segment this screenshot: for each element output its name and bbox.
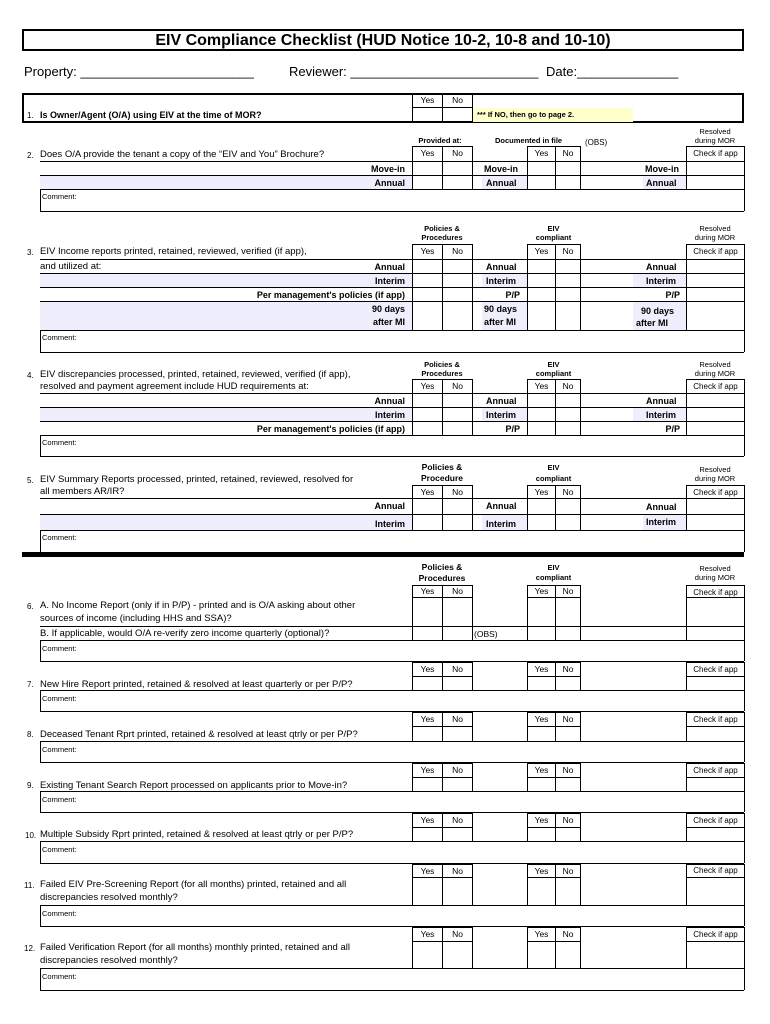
no-header: No [452, 815, 463, 825]
q6-text-2: sources of income (including HHS and SSA)? [40, 613, 232, 624]
property-field[interactable]: Property: ________________________ [24, 64, 254, 79]
resolved-header: Resolved [699, 360, 731, 369]
q3-text-2: and utilized at: [40, 261, 102, 272]
no-header: No [562, 765, 574, 775]
q1-no-cell[interactable] [443, 108, 472, 122]
resolved-header-2: during MOR [694, 474, 736, 483]
provided-at-header: Provided at: [418, 136, 462, 145]
obs-label: (OBS) [474, 629, 498, 639]
row-label-annual: Annual [646, 502, 677, 512]
resolved-header-2: during MOR [694, 233, 736, 242]
check-if-app-header: Check if app [693, 588, 738, 597]
no-header: No [562, 929, 574, 939]
yes-header: Yes [420, 95, 435, 105]
q1-text: Is Owner/Agent (O/A) using EIV at the time of MOR? [40, 110, 262, 120]
comment-field[interactable]: Comment: [42, 795, 77, 804]
compliant-header: compliant [535, 474, 572, 483]
resolved-header-2: during MOR [694, 369, 736, 378]
procedures-header: Procedures [421, 233, 463, 242]
page-title: EIV Compliance Checklist (HUD Notice 10-2, 10-8 and 10-10) [22, 29, 744, 51]
row-label-pp: P/P [665, 290, 680, 300]
q8-text: Deceased Tenant Rprt printed, retained & resolved at least qtrly or per P/P? [40, 729, 358, 740]
row-label-annual: Annual [486, 262, 517, 272]
yes-header: Yes [534, 815, 549, 825]
q12-text: Failed Verification Report (for all months) monthly printed, retained and all [40, 942, 350, 953]
yes-header: Yes [420, 866, 435, 876]
row-label-annual: Annual [486, 178, 517, 188]
row-label-policies: Per management's policies (if app) [256, 424, 405, 434]
no-header: No [452, 487, 463, 497]
comment-field[interactable]: Comment: [42, 745, 77, 754]
no-header: No [452, 381, 463, 391]
row-label-annual: Annual [646, 262, 677, 272]
q11-number: 11. [24, 881, 35, 890]
resolved-header: Resolved [699, 127, 731, 136]
row-label-interim: Interim [374, 519, 405, 529]
resolved-header-2: during MOR [694, 136, 736, 145]
row-label-pp: P/P [505, 424, 520, 434]
row-label-movein: Move-in [370, 164, 405, 174]
no-header: No [452, 765, 463, 775]
row-label-annual: Annual [486, 501, 517, 511]
page-divider [22, 552, 744, 557]
no-header: No [562, 381, 574, 391]
row-label-annual: Annual [374, 262, 405, 272]
q5-text: EIV Summary Reports processed, printed, retained, reviewed, resolved for [40, 474, 354, 485]
q9-number: 9. [27, 781, 34, 790]
eiv-header: EIV [547, 360, 560, 369]
check-if-app-header: Check if app [693, 715, 738, 724]
row-label-annual: Annual [646, 396, 677, 406]
yes-header: Yes [420, 586, 435, 596]
comment-field[interactable]: Comment: [42, 333, 77, 342]
q11-text: Failed EIV Pre-Screening Report (for all months) printed, retained and all [40, 879, 347, 890]
eiv-header: EIV [547, 224, 560, 233]
check-if-app-header: Check if app [693, 247, 738, 256]
no-header: No [562, 714, 574, 724]
procedure-header: Procedure [420, 473, 464, 483]
q8-number: 8. [27, 730, 34, 739]
q5-text-2: all members AR/IR? [40, 486, 125, 497]
row-label-interim: Interim [646, 517, 677, 527]
row-label-policies: Per management's policies (if app) [256, 290, 405, 300]
check-if-app-header: Check if app [693, 488, 738, 497]
yes-header: Yes [420, 714, 435, 724]
no-header: No [562, 586, 574, 596]
check-if-app-header: Check if app [693, 149, 738, 158]
yes-header: Yes [534, 929, 549, 939]
policies-header: Policies & [424, 360, 460, 369]
obs-label: (OBS) [585, 138, 608, 147]
policies-header: Policies & [421, 462, 463, 472]
row-label-interim: Interim [486, 519, 517, 529]
policies-header: Policies & [421, 562, 463, 572]
no-header: No [452, 95, 463, 105]
eiv-header: EIV [547, 563, 560, 572]
row-label-after-mi: after MI [372, 317, 405, 327]
q2-text: Does O/A provide the tenant a copy of the “EIV and You” Brochure? [40, 149, 325, 160]
row-label-90days: 90 days [641, 306, 675, 316]
comment-field[interactable]: Comment: [42, 438, 77, 447]
q7-text: New Hire Report printed, retained & resolved at least quarterly or per P/P? [40, 679, 353, 690]
row-label-pp: P/P [665, 424, 680, 434]
no-header: No [562, 148, 574, 158]
row-label-interim: Interim [374, 276, 405, 286]
row-label-annual: Annual [374, 501, 405, 511]
q6-text-3: B. If applicable, would O/A re-verify zero income quarterly (optional)? [40, 628, 330, 639]
no-header: No [452, 714, 463, 724]
yes-header: Yes [534, 664, 549, 674]
compliant-header: compliant [535, 573, 572, 582]
q1-note: *** If NO, then go to page 2. [477, 110, 575, 119]
row-label-interim: Interim [646, 410, 677, 420]
comment-field[interactable]: Comment: [42, 845, 77, 854]
row-label-movein: Move-in [645, 164, 680, 174]
row-label-annual: Annual [486, 396, 517, 406]
no-header: No [452, 148, 463, 158]
compliant-header: compliant [535, 369, 572, 378]
comment-field[interactable]: Comment: [42, 909, 77, 918]
row-label-interim: Interim [374, 410, 405, 420]
yes-header: Yes [534, 487, 549, 497]
no-header: No [452, 246, 463, 256]
q11-text-2: discrepancies resolved monthly? [40, 892, 178, 903]
yes-header: Yes [420, 246, 435, 256]
yes-header: Yes [420, 929, 435, 939]
yes-header: Yes [420, 381, 435, 391]
yes-header: Yes [420, 148, 435, 158]
yes-header: Yes [420, 487, 435, 497]
resolved-header-2: during MOR [694, 573, 736, 582]
q9-text: Existing Tenant Search Report processed on applicants prior to Move-in? [40, 780, 348, 791]
row-label-movein: Move-in [484, 164, 519, 174]
q2-number: 2. [27, 151, 34, 160]
row-label-interim: Interim [486, 410, 517, 420]
comment-field[interactable]: Comment: [42, 694, 77, 703]
check-if-app-header: Check if app [693, 766, 738, 775]
resolved-header: Resolved [699, 224, 731, 233]
no-header: No [562, 815, 574, 825]
procedures-header: Procedures [418, 573, 466, 583]
resolved-header: Resolved [699, 564, 731, 573]
yes-header: Yes [534, 148, 549, 158]
q4-text: EIV discrepancies processed, printed, retained, reviewed, verified (if app), [40, 369, 351, 380]
check-if-app-header: Check if app [693, 816, 738, 825]
q4-text-2: resolved and payment agreement include HUD requirements at: [40, 381, 309, 392]
row-label-annual: Annual [374, 396, 405, 406]
q5-number: 5. [27, 476, 34, 485]
q12-number: 12. [24, 944, 36, 953]
yes-header: Yes [534, 765, 549, 775]
procedures-header: Procedures [421, 369, 463, 378]
comment-field[interactable]: Comment: [42, 192, 77, 201]
q1-number: 1. [27, 111, 34, 120]
q10-number: 10. [25, 831, 37, 840]
yes-header: Yes [534, 586, 549, 596]
row-label-after-mi: after MI [636, 318, 669, 328]
row-label-annual: Annual [374, 178, 405, 188]
no-header: No [562, 866, 574, 876]
q6-text: A. No Income Report (only if in P/P) - printed and is O/A asking about other [40, 600, 356, 611]
q12-text-2: discrepancies resolved monthly? [40, 955, 178, 966]
no-header: No [562, 664, 574, 674]
eiv-header: EIV [547, 463, 560, 472]
yes-header: Yes [420, 815, 435, 825]
resolved-header: Resolved [699, 465, 731, 474]
yes-header: Yes [420, 765, 435, 775]
check-if-app-header: Check if app [693, 665, 738, 674]
row-label-interim: Interim [486, 276, 517, 286]
q3-text: EIV Income reports printed, retained, reviewed, verified (if app), [40, 246, 307, 257]
comment-field[interactable]: Comment: [42, 972, 77, 981]
no-header: No [562, 487, 574, 497]
reviewer-field[interactable]: Reviewer: __________________________ [289, 64, 539, 79]
comment-field[interactable]: Comment: [42, 644, 77, 653]
no-header: No [562, 246, 574, 256]
yes-header: Yes [420, 664, 435, 674]
yes-header: Yes [534, 866, 549, 876]
check-if-app-header: Check if app [693, 866, 738, 875]
date-field[interactable]: Date:______________ [546, 64, 679, 79]
no-header: No [452, 664, 463, 674]
no-header: No [452, 586, 463, 596]
row-label-interim: Interim [646, 276, 677, 286]
q10-text: Multiple Subsidy Rprt printed, retained & resolved at least qtrly or per P/P? [40, 829, 354, 840]
row-label-after-mi: after MI [484, 317, 517, 327]
policies-header: Policies & [424, 224, 460, 233]
q3-number: 3. [27, 248, 34, 257]
q7-number: 7. [27, 680, 34, 689]
check-if-app-header: Check if app [693, 382, 738, 391]
row-label-90days: 90 days [484, 304, 518, 314]
q1-yes-cell[interactable] [413, 108, 442, 122]
q6-number: 6. [27, 602, 34, 611]
yes-header: Yes [534, 714, 549, 724]
row-label-pp: P/P [505, 290, 520, 300]
comment-field[interactable]: Comment: [42, 533, 77, 542]
documented-header: Documented in file [495, 136, 563, 145]
yes-header: Yes [534, 381, 549, 391]
check-if-app-header: Check if app [693, 930, 738, 939]
row-label-annual: Annual [646, 178, 677, 188]
compliant-header: compliant [535, 233, 572, 242]
no-header: No [452, 929, 463, 939]
q4-number: 4. [27, 371, 34, 380]
no-header: No [452, 866, 463, 876]
yes-header: Yes [534, 246, 549, 256]
row-label-90days: 90 days [371, 304, 405, 314]
